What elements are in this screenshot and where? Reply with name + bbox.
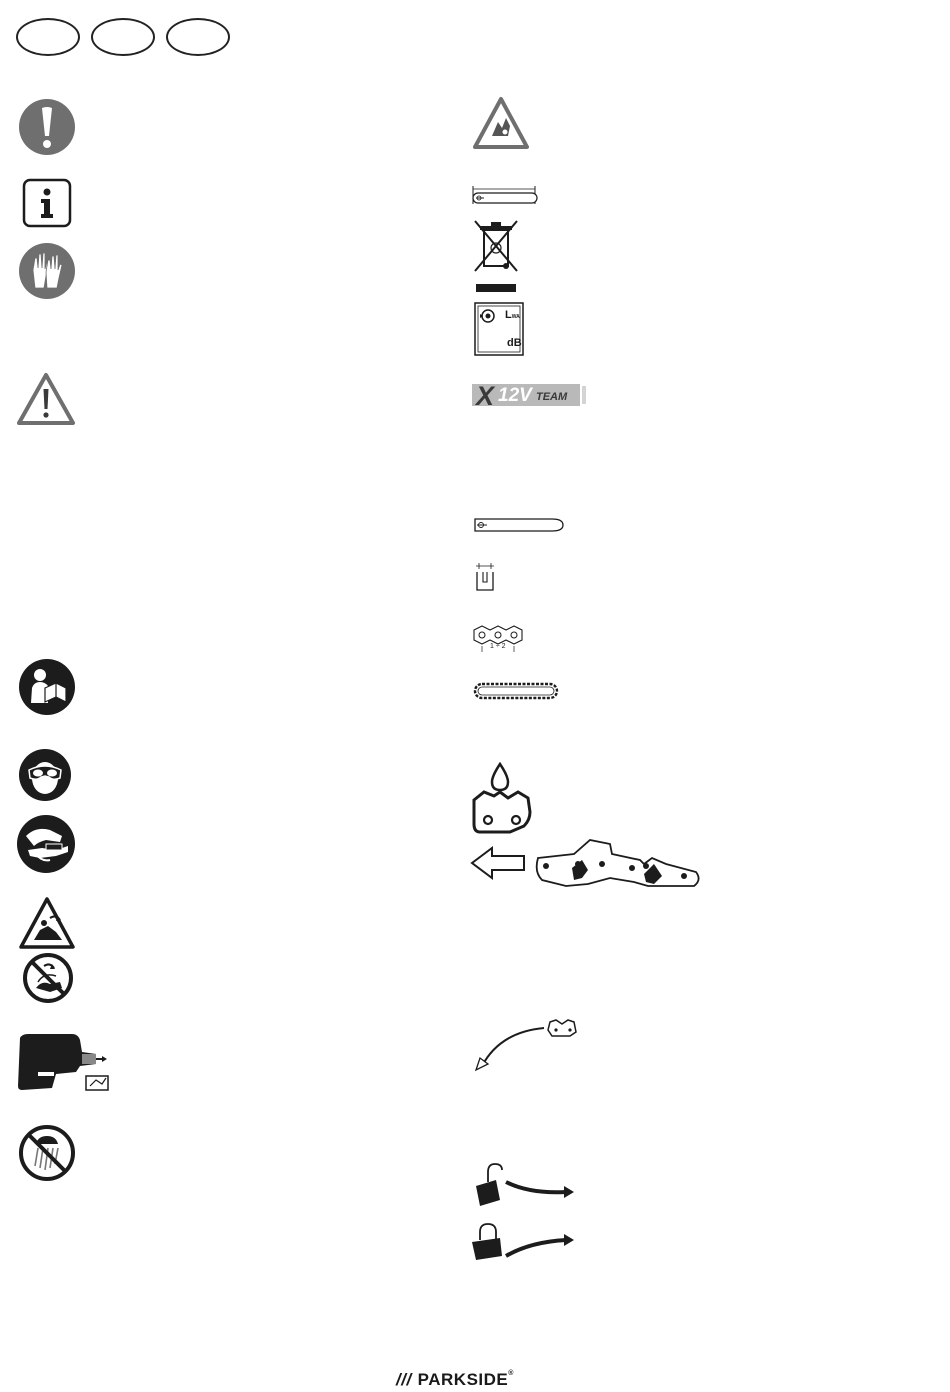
groove-width-icon — [474, 562, 498, 592]
remove-battery-icon — [16, 1032, 112, 1094]
exclamation-icon — [18, 98, 76, 156]
weee-bin-icon — [472, 218, 520, 294]
lock-closed-icon — [470, 1220, 578, 1268]
info-icon — [22, 178, 72, 228]
parkside-logo: /// PARKSIDE® — [396, 1370, 514, 1389]
two-hand-icon — [16, 814, 76, 874]
goggles-icon — [18, 748, 72, 802]
oil-drop-chain-icon — [470, 762, 534, 836]
no-rain-icon — [18, 1124, 76, 1182]
kickback-warning-icon — [18, 896, 76, 950]
chain-rotation-icon — [470, 1018, 580, 1076]
db-label: dB — [507, 337, 522, 349]
read-manual-icon — [18, 658, 76, 716]
gloves-icon — [18, 242, 76, 300]
chain-direction-icon — [470, 836, 704, 890]
lock-open-icon — [470, 1160, 578, 1208]
warning-triangle-icon — [16, 372, 76, 426]
pitch-label: 1 ÷ 2 — [490, 643, 506, 650]
guide-bar-length-icon — [470, 184, 540, 206]
language-oval-1 — [16, 18, 80, 56]
x12v-team-logo: X 12V TEAM — [472, 382, 588, 408]
cut-hazard-icon — [472, 96, 530, 150]
lwa-label: LWA — [505, 309, 520, 321]
no-kickback-icon — [22, 952, 74, 1004]
language-oval-3 — [166, 18, 230, 56]
guide-bar-icon — [472, 516, 566, 534]
sound-power-icon — [474, 302, 524, 356]
language-oval-2 — [91, 18, 155, 56]
saw-chain-icon — [472, 680, 560, 702]
chain-pitch-icon — [472, 620, 528, 654]
